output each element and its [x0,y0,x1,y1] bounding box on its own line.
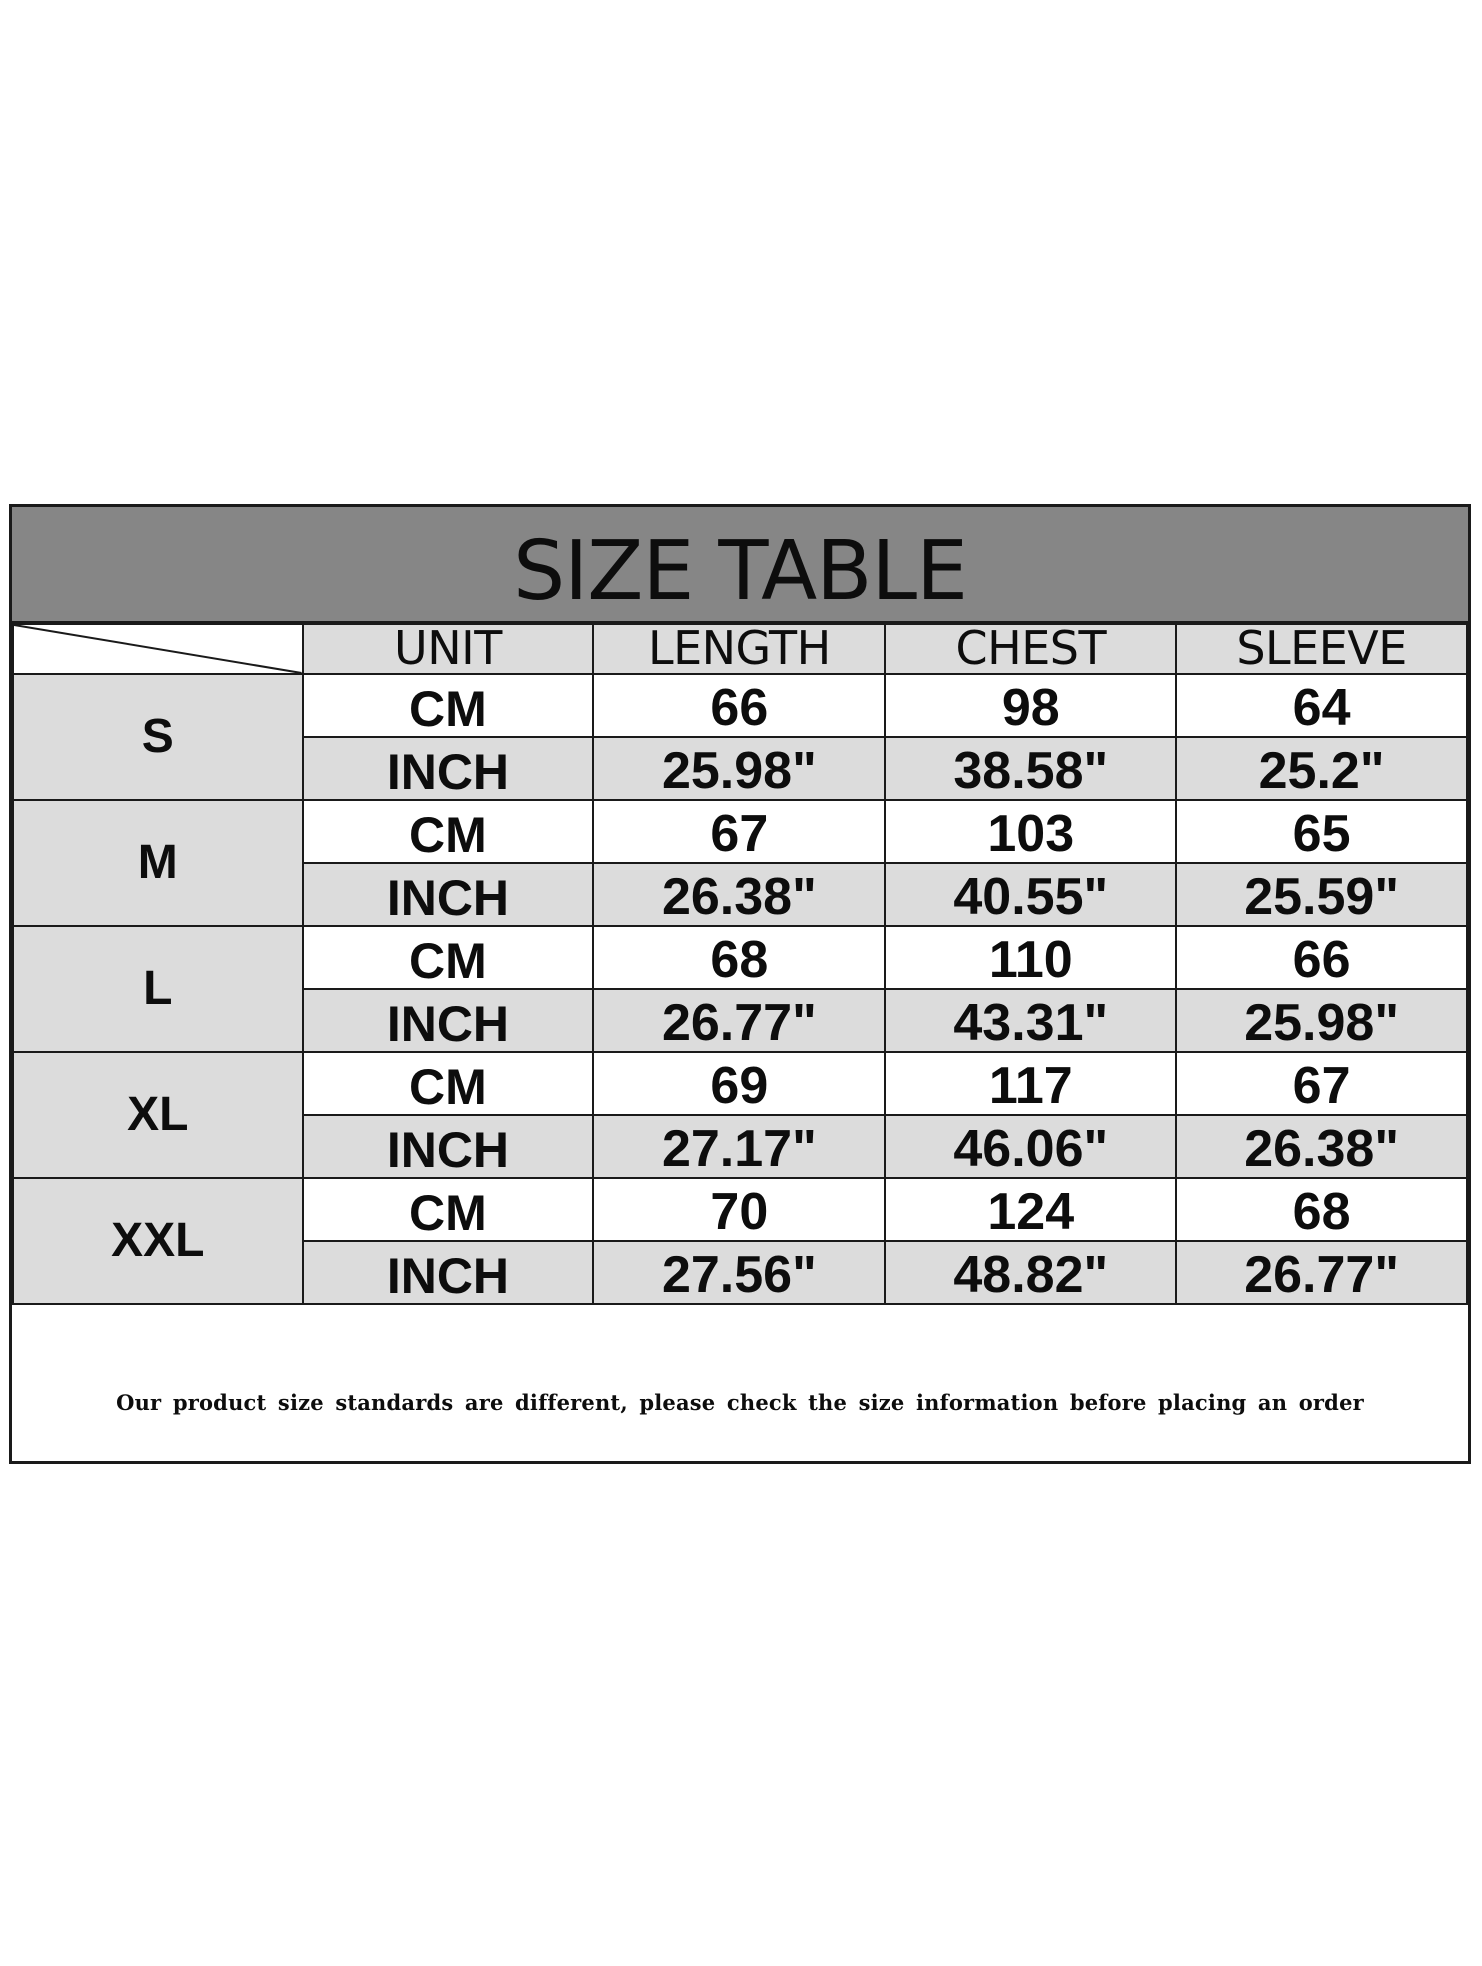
chest-cell: 124 [885,1178,1176,1241]
length-cell: 66 [593,674,885,737]
unit-cell: INCH [303,863,594,926]
page-title: SIZE TABLE [513,524,967,619]
chest-cell: 103 [885,800,1176,863]
length-cell: 27.17" [593,1115,885,1178]
chest-cell: 43.31" [885,989,1176,1052]
chest-cell: 38.58" [885,737,1176,800]
sleeve-cell: 25.59" [1176,863,1467,926]
header-unit: UNIT [303,624,594,674]
title-bar [12,507,1468,623]
length-cell: 27.56" [593,1241,885,1304]
length-cell: 70 [593,1178,885,1241]
header-sleeve: SLEEVE [1176,624,1467,674]
unit-cell: CM [303,800,594,863]
table-row [13,1178,1467,1241]
chest-cell: 40.55" [885,863,1176,926]
header-length: LENGTH [593,624,885,674]
size-label: XXL [13,1178,303,1304]
unit-cell: INCH [303,1241,594,1304]
chest-cell: 117 [885,1052,1176,1115]
size-table [12,623,1468,1305]
length-cell: 26.77" [593,989,885,1052]
table-row [13,926,1467,989]
sleeve-cell: 68 [1176,1178,1467,1241]
length-cell: 67 [593,800,885,863]
length-cell: 68 [593,926,885,989]
header-chest: CHEST [885,624,1176,674]
table-row [13,674,1467,737]
chest-cell: 48.82" [885,1241,1176,1304]
size-label: XL [13,1052,303,1178]
size-label: S [13,674,303,800]
sleeve-cell: 26.77" [1176,1241,1467,1304]
unit-cell: INCH [303,737,594,800]
length-cell: 26.38" [593,863,885,926]
sleeve-cell: 25.2" [1176,737,1467,800]
corner-cell [13,624,303,674]
note-row [12,1344,1468,1461]
unit-cell: CM [303,1052,594,1115]
unit-cell: INCH [303,1115,594,1178]
header-row [13,624,1467,674]
sleeve-cell: 25.98" [1176,989,1467,1052]
size-label: M [13,800,303,926]
sleeve-cell: 64 [1176,674,1467,737]
unit-cell: CM [303,1178,594,1241]
sleeve-cell: 67 [1176,1052,1467,1115]
length-cell: 25.98" [593,737,885,800]
unit-cell: CM [303,674,594,737]
chest-cell: 110 [885,926,1176,989]
size-label: L [13,926,303,1052]
sleeve-cell: 65 [1176,800,1467,863]
diagonal-divider [14,625,302,673]
table-row [13,1052,1467,1115]
table-row [13,800,1467,863]
unit-cell: INCH [303,989,594,1052]
sleeve-cell: 66 [1176,926,1467,989]
unit-cell: CM [303,926,594,989]
sleeve-cell: 26.38" [1176,1115,1467,1178]
size-note: Our product size standards are different, please check the size information before placing an order [116,1390,1364,1415]
chest-cell: 98 [885,674,1176,737]
size-table-card [9,504,1471,1464]
length-cell: 69 [593,1052,885,1115]
chest-cell: 46.06" [885,1115,1176,1178]
